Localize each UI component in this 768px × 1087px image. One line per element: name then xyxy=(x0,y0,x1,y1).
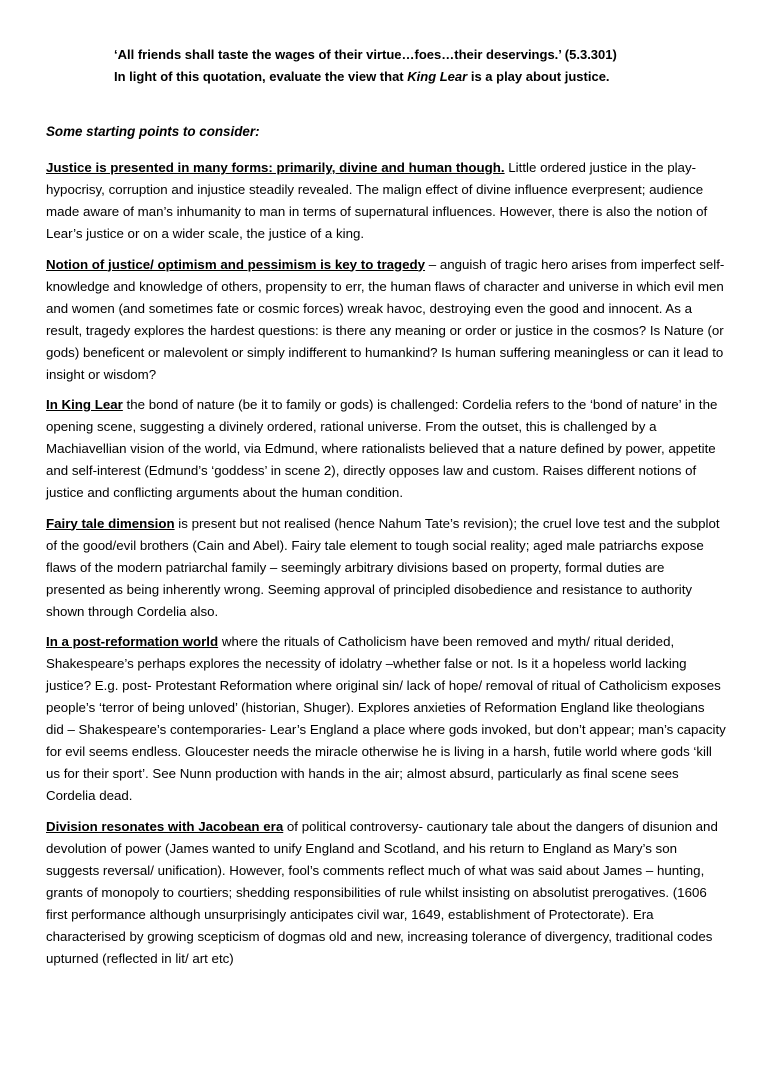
paragraph-lead: Justice is presented in many forms: primarily, divine and human though. xyxy=(46,160,505,175)
paragraph-lead: Division resonates with Jacobean era xyxy=(46,818,284,834)
paragraph-in-king-lear xyxy=(46,394,726,504)
question-line xyxy=(114,66,734,88)
quotation-line xyxy=(114,44,734,66)
paragraph-jacobean-era xyxy=(46,816,726,970)
paragraph-notion-of-justice xyxy=(46,254,726,386)
paragraph-text: where the rituals of Catholicism have been removed and myth/ ritual derided, Shakespeare’s perhaps explores the necessity of idolatry –whether false or not. Is it a hopeless world lacking justice? E.g. post- Protestant Reformation where original sin/ lack of hope/ removal of ritual of Catholicism exposes people’s ‘terror of being unloved’ (historian, Shuger). Explores anxieties of Reformation England like theologians did – Shakespeare’s contemporaries- Lear’s England a place where gods invoked, but don’t appear; man’s capacity for evil seems endless. Gloucester needs the miracle otherwise he is living in a harsh, futile world where gods ‘kill us for their sport’. See Nunn production with hands in the air; almost absurd, particularly as final scene sees Cordelia dead. xyxy=(46,634,726,803)
paragraph-text: Little ordered justice in the play- hypocrisy, corruption and injustice steadily revealed. The malign effect of divine influence everpresent; audience made aware of man’s inhumanity to man in terms of supernatural influences. However, there is also the notion of Lear’s justice or on a wider scale, the justice of a king. xyxy=(46,160,708,241)
play-title: King Lear xyxy=(407,69,468,84)
paragraph-justice-forms xyxy=(46,157,726,245)
section-heading: Some starting points to consider: xyxy=(46,124,260,139)
paragraph-text: of political controversy- cautionary tale about the dangers of disunion and devolution of power (James wanted to unify England and Scotland, and his return to England as Mary’s son suggests reversal/ unification). However, fool’s comments reflect much of what was said about James – hunting, grants of monopoly to courtiers; shedding responsibilities of rule whilst insisting on absolutist prerogatives. (1606 first performance although unsurprisingly anticipates civil war, 1649, establishment of Protectorate). Era characterised by growing scepticism of dogmas old and new, increasing tolerance of divergency, traditional codes upturned (reflected in lit/ art etc) xyxy=(46,818,718,966)
body-text xyxy=(46,157,726,978)
question-text-after: is a play about justice. xyxy=(467,69,610,84)
paragraph-lead: In a post-reformation world xyxy=(46,634,219,649)
paragraph-lead: In King Lear xyxy=(46,397,123,412)
paragraph-text: the bond of nature (be it to family or gods) is challenged: Cordelia refers to the ‘bond of nature’ in the opening scene, suggesting a divinely ordered, rational universe. From the outset, this is challenged by a Machiavellian vision of the world, via Edmund, where rationalists believed that a nature defined by power, appetite and self-interest (Edmund’s ‘goddess’ in scene 2), directly opposes law and custom. Raises different notions of justice and conflicting arguments about the human condition. xyxy=(46,397,718,500)
paragraph-lead: Notion of justice/ optimism and pessimism is key to tragedy xyxy=(46,256,426,272)
question-text-before: In light of this quotation, evaluate the view that xyxy=(114,69,408,84)
essay-question xyxy=(114,44,734,88)
paragraph-fairy-tale xyxy=(46,513,726,623)
paragraph-text: – anguish of tragic hero arises from imperfect self-knowledge and knowledge of others, propensity to err, the human flaws of character and universe in which evil men and women (and sometimes fate or cosmic forces) wreak havoc, destroying even the good and innocent. As a result, tragedy explores the hardest questions: is there any meaning or order or justice in the cosmos? Is Nature (or gods) beneficent or malevolent or simply indifferent to humankind? Is human suffering meaningless or can it lead to insight or wisdom? xyxy=(46,256,725,382)
paragraph-post-reformation xyxy=(46,631,726,807)
paragraph-lead: Fairy tale dimension xyxy=(46,515,175,531)
quotation-text: ‘All friends shall taste the wages of their virtue…foes…their deservings.’ (5.3.301) xyxy=(114,47,617,62)
paragraph-text: is present but not realised (hence Nahum Tate’s revision); the cruel love test and the subplot of the good/evil brothers (Cain and Abel). Fairy tale element to tough social reality; aged male patriarchs expose flaws of the modern patriarchal family – seemingly arbitrary divisions based on property, formal duties are presented as being inherently wrong. Seeming approval of principled disobedience and resistance to authority shown through Cordelia also. xyxy=(46,515,720,619)
